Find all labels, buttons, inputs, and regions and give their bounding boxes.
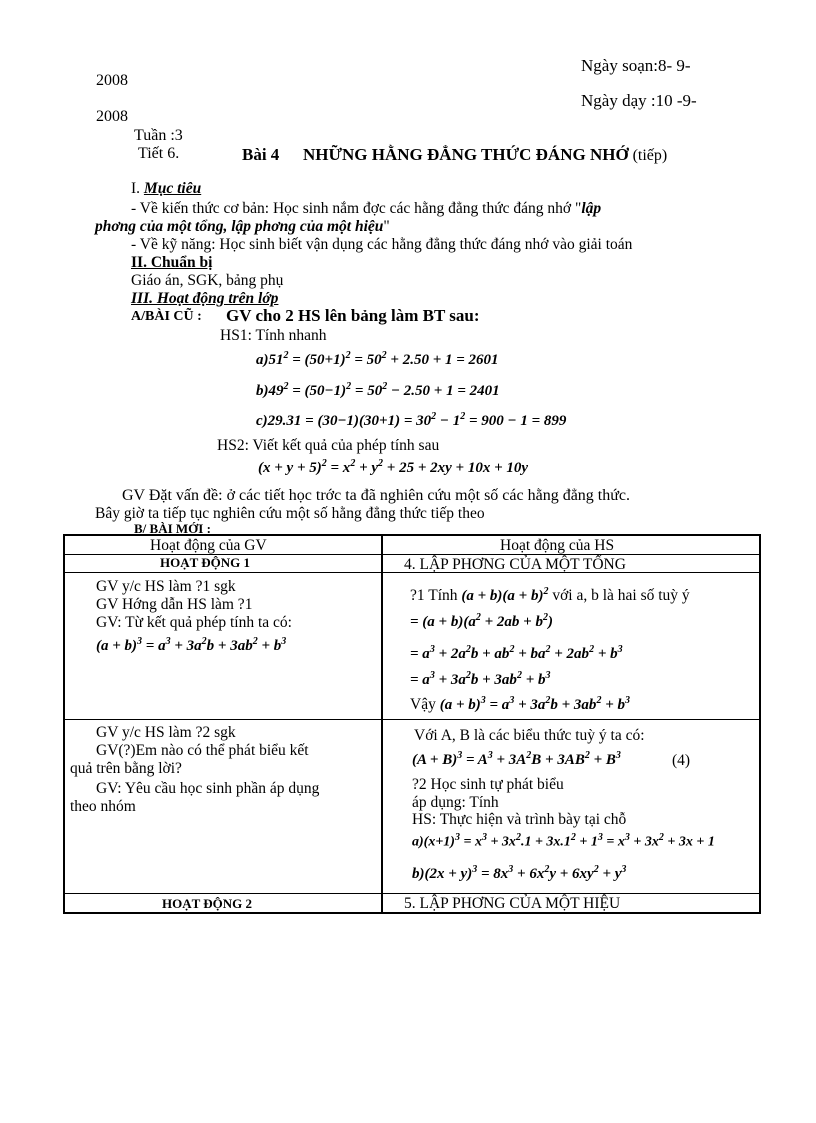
dat-van-de-1: GV Đặt vấn đề: ở các tiết học trớc ta đã nghiên cứu một số các hằng đẳng thức.	[122, 487, 631, 504]
page-title	[303, 145, 667, 165]
objective-knowledge-em2: phơng của một tổng, lập phơng của một hiệu	[95, 218, 384, 235]
ngay-soan: Ngày soạn:8- 9-	[581, 56, 691, 75]
bai-number: Bài 4	[242, 145, 280, 164]
objective-knowledge-cont	[95, 218, 390, 236]
year-2: 2008	[96, 108, 128, 125]
table-column-divider	[381, 534, 383, 912]
bai-cu-label: A/BÀI CŨ :	[131, 309, 202, 324]
gv1-line-3: GV: Từ kết quả phép tính ta có:	[96, 614, 292, 631]
title-suffix: (tiếp)	[632, 147, 668, 164]
hs2-line-4: HS: Thực hiện và trình bày tại chỗ	[412, 811, 627, 828]
objective-skill: - Về kỹ năng: Học sinh biết vận dụng các hằng đẳng thức đáng nhớ vào giải toán	[131, 236, 633, 253]
section-1-num: I.	[131, 180, 141, 197]
hd1-title: 4. LẬP PHƠNG CỦA MỘT TỔNG	[404, 556, 626, 573]
gv2-line-1: GV y/c HS làm ?2 sgk	[96, 724, 236, 741]
gv2-line-4: GV: Yêu cầu học sinh phần áp dụng	[96, 780, 320, 797]
objective-knowledge-text: - Về kiến thức cơ bản: Học sinh nắm đợc các hằng đẳng thức đáng nhớ "	[131, 200, 582, 217]
hs1-formula-4: $(a + b)^3 = a^3 + 3a^2b + 3ab^2 + b^3$	[439, 695, 630, 713]
hs2-formula: $(A + B)^3 = A^3 + 3A^2B + 3AB^2 + B^3$	[412, 750, 621, 768]
hs1-intro-tail: với a, b là hai số tuỳ ý	[552, 587, 690, 604]
section-1-title: Mục tiêu	[143, 180, 202, 197]
formula-b: $b)49^2 = (50-1)^2 = 50^2 - 2.50 + 1 = 2401$	[256, 381, 500, 399]
title-text: NHỮNG HẰNG ĐẲNG THỨC ĐÁNG NHỚ	[303, 145, 629, 164]
table-row-line	[63, 719, 759, 720]
formula-d: $(x + y + 5)^2 = x^2 + y^2 + 25 + 2xy + 10x + 10y$	[258, 458, 529, 476]
gv1-formula: $(a + b)^3 = a^3 + 3a^2b + 3ab^2 + b^3$	[96, 636, 287, 654]
hs2-line-1: Với A, B là các biểu thức tuỳ ý ta có:	[414, 727, 645, 744]
objective-knowledge	[131, 200, 601, 218]
hs2-formula-b: $b)(2x + y)^3 = 8x^3 + 6x^2y + 6xy^2 + y^3$	[412, 864, 627, 882]
hs1-conclusion	[410, 695, 630, 714]
section-2-text: Giáo án, SGK, bảng phụ	[131, 272, 284, 289]
objective-knowledge-quote: "	[383, 218, 390, 235]
section-3-heading: III. Hoạt động trên lớp	[131, 290, 279, 307]
hs1-intro-formula: $(a + b)(a + b)^2$	[461, 586, 549, 604]
section-2-heading: II. Chuẩn bị	[131, 254, 213, 271]
hs2-formula-number: (4)	[672, 752, 691, 769]
formula-c: $c)29.31 = (30-1)(30+1) = 30^2 - 1^2 = 900 - 1 = 899$	[256, 411, 567, 429]
hs1-label: HS1: Tính nhanh	[220, 327, 327, 344]
dat-van-de-2: Bây giờ ta tiếp tục nghiên cứu một số hằng đẳng thức tiếp theo	[95, 505, 485, 522]
year-1: 2008	[96, 72, 128, 89]
tuan: Tuần :3	[134, 127, 183, 144]
bai-moi-label: B/ BÀI MỚI :	[134, 521, 211, 536]
hs2-line-2: ?2 Học sinh tự phát biểu	[412, 776, 564, 793]
hd1-label: HOẠT ĐỘNG 1	[160, 555, 251, 570]
hs2-label: HS2: Viết kết quả của phép tính sau	[217, 437, 440, 454]
ngay-day: Ngày dạy :10 -9-	[581, 91, 697, 110]
gv2-line-3: quả trên bằng lời?	[70, 760, 182, 777]
formula-a: $a)51^2 = (50+1)^2 = 50^2 + 2.50 + 1 = 2601$	[256, 350, 499, 368]
gv1-line-2: GV Hớng dẫn HS làm ?1	[96, 596, 253, 613]
objective-knowledge-em: lập	[581, 200, 602, 217]
col-gv-header: Hoạt động của GV	[150, 537, 267, 554]
gv1-line-1: GV y/c HS làm ?1 sgk	[96, 578, 236, 595]
section-1-heading	[131, 180, 201, 198]
tiet: Tiết 6.	[138, 145, 180, 162]
hs1-intro	[410, 586, 690, 605]
gv2-line-2: GV(?)Em nào có thể phát biểu kết	[96, 742, 309, 759]
hs1-intro-label: ?1 Tính	[410, 587, 458, 604]
hs2-formula-a: $a)(x+1)^3 = x^3 + 3x^2.1 + 3x.1^2 + 1^3 = x^3 + 3x^2 + 3x + 1$	[412, 832, 715, 850]
hd2-title: 5. LẬP PHƠNG CỦA MỘT HIỆU	[404, 895, 621, 912]
hd2-label: HOẠT ĐỘNG 2	[162, 896, 253, 911]
hs1-formula-1: = $(a + b)(a^2 + 2ab + b^2)$	[410, 612, 553, 630]
table-hd2-line	[63, 893, 759, 894]
hs2-line-3: áp dụng: Tính	[412, 794, 499, 811]
col-hs-header: Hoạt động của HS	[500, 537, 615, 554]
hs1-formula-2: = $a^3 + 2a^2b + ab^2 + ba^2 + 2ab^2 + b^3$	[410, 644, 623, 662]
bai-cu-task: GV cho 2 HS lên bảng làm BT sau:	[226, 306, 480, 325]
hs1-formula-3: = $a^3 + 3a^2b + 3ab^2 + b^3$	[410, 670, 551, 688]
gv2-line-5: theo nhóm	[70, 798, 136, 815]
hs1-vay: Vậy	[410, 696, 436, 713]
